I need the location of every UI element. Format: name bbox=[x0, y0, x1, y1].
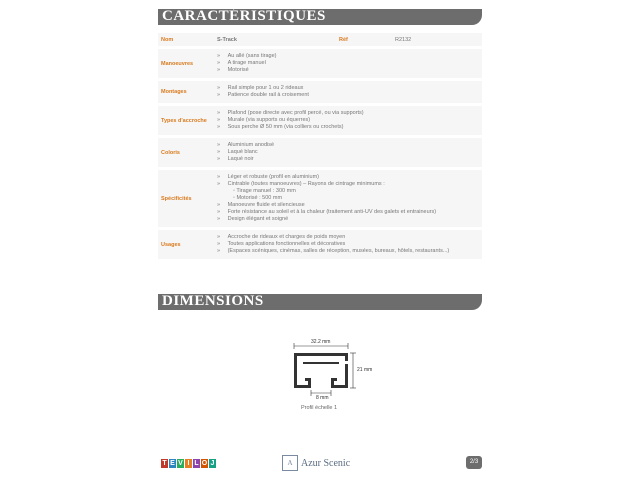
bullet-icon: » bbox=[217, 174, 222, 180]
spec-row-label: Coloris bbox=[161, 149, 180, 156]
spec-item-text: Au allé (sans tirage) bbox=[227, 53, 277, 59]
spec-item-text: Rail simple pour 1 ou 2 rideaux bbox=[227, 85, 304, 91]
spec-item-text: Plafond (pose directe avec profil percé, ou via supports) bbox=[227, 110, 364, 116]
spec-item-text: Laqué noir bbox=[227, 156, 254, 162]
bullet-icon: » bbox=[217, 216, 222, 222]
teviloj-letter: L bbox=[194, 460, 199, 467]
bullet-icon: » bbox=[217, 60, 222, 66]
bullet-icon: » bbox=[217, 209, 222, 215]
spec-item-text: Manoeuvre fluide et silencieuse bbox=[227, 202, 305, 208]
bullet-icon: » bbox=[217, 248, 222, 254]
dimensions-title: DIMENSIONS bbox=[162, 293, 264, 309]
spec-row-label: Types d'accroche bbox=[161, 117, 207, 124]
height-dimension-label: 21 mm bbox=[357, 367, 373, 373]
bullet-icon: » bbox=[217, 202, 222, 208]
slot-dimension-label: 8 mm bbox=[316, 395, 329, 401]
profile-caption: Profil échelle 1 bbox=[301, 405, 338, 411]
bullet-icon: » bbox=[217, 142, 222, 148]
teviloj-letter: T bbox=[162, 460, 167, 467]
nom-value: S-Track bbox=[217, 36, 237, 43]
spec-item-text: Léger et robuste (profil en aluminium) bbox=[227, 174, 319, 180]
spec-row-label: Spécificités bbox=[161, 195, 192, 202]
spec-item-text: ◦ Motorisé : 500 mm bbox=[233, 195, 283, 201]
bullet-icon: » bbox=[217, 53, 222, 59]
spec-item-text: Forte résistance au soleil et à la chaleur (traitement anti-UV des galets et entraineurs) bbox=[227, 209, 437, 215]
spec-row-label: Manoeuvres bbox=[161, 60, 194, 67]
bullet-icon: » bbox=[217, 234, 222, 240]
ref-label: Réf bbox=[339, 36, 348, 43]
page-number: 2/3 bbox=[466, 456, 482, 469]
bullet-icon: » bbox=[217, 181, 222, 187]
spec-row-label: Montages bbox=[161, 89, 187, 95]
spec-item-text: Patience double rail à croisement bbox=[227, 92, 309, 98]
nom-label: Nom bbox=[161, 36, 174, 43]
spec-item-text: Aluminium anodisé bbox=[227, 142, 275, 148]
teviloj-letter: V bbox=[178, 460, 183, 467]
bullet-icon: » bbox=[217, 156, 222, 162]
bullet-icon: » bbox=[217, 85, 222, 91]
spec-item-text: ◦ Tirage manuel : 300 mm bbox=[233, 188, 296, 194]
spec-item-text: (Espaces scéniques, cinémas, salles de réception, musées, bureaux, hôtels, restaurants...) bbox=[227, 248, 450, 254]
bullet-icon: » bbox=[217, 241, 222, 247]
spec-item-text: Design élégant et soigné bbox=[227, 216, 289, 222]
spec-item-text: A tirage manuel bbox=[227, 60, 266, 66]
bullet-icon: » bbox=[217, 124, 222, 130]
spec-item-text: Sous perche Ø 50 mm (via colliers ou crochets) bbox=[227, 124, 344, 130]
bullet-icon: » bbox=[217, 110, 222, 116]
spec-item-text: Cintrable (toutes manoeuvres) – Rayons de cintrage minimums : bbox=[227, 181, 385, 187]
azur-emblem-icon: A bbox=[282, 455, 298, 471]
spec-item-text: Motorisé bbox=[227, 67, 249, 73]
width-dimension-label: 32.2 mm bbox=[311, 339, 331, 345]
characteristics-title: CARACTÉRISTIQUES bbox=[162, 8, 326, 24]
spec-item-text: Accroche de rideaux et charges de poids moyen bbox=[227, 234, 346, 240]
ref-value: R2132 bbox=[395, 36, 412, 43]
bullet-icon: » bbox=[217, 67, 222, 73]
teviloj-letter: I bbox=[185, 459, 192, 468]
spec-item-text: Laqué blanc bbox=[227, 149, 258, 155]
azur-logo bbox=[282, 455, 350, 471]
spec-item-text: Toutes applications fonctionnelles et décoratives bbox=[227, 241, 346, 247]
teviloj-letter: E bbox=[170, 460, 175, 467]
teviloj-logo bbox=[161, 459, 216, 468]
teviloj-letter: J bbox=[210, 460, 215, 467]
bullet-icon: » bbox=[217, 149, 222, 155]
azur-name: Azur Scenic bbox=[301, 457, 351, 469]
teviloj-letter: O bbox=[201, 460, 208, 467]
spec-row-label: Usages bbox=[161, 241, 181, 248]
bullet-icon: » bbox=[217, 92, 222, 98]
bullet-icon: » bbox=[217, 117, 222, 123]
spec-item-text: Murale (via supports ou équerres) bbox=[227, 117, 311, 123]
